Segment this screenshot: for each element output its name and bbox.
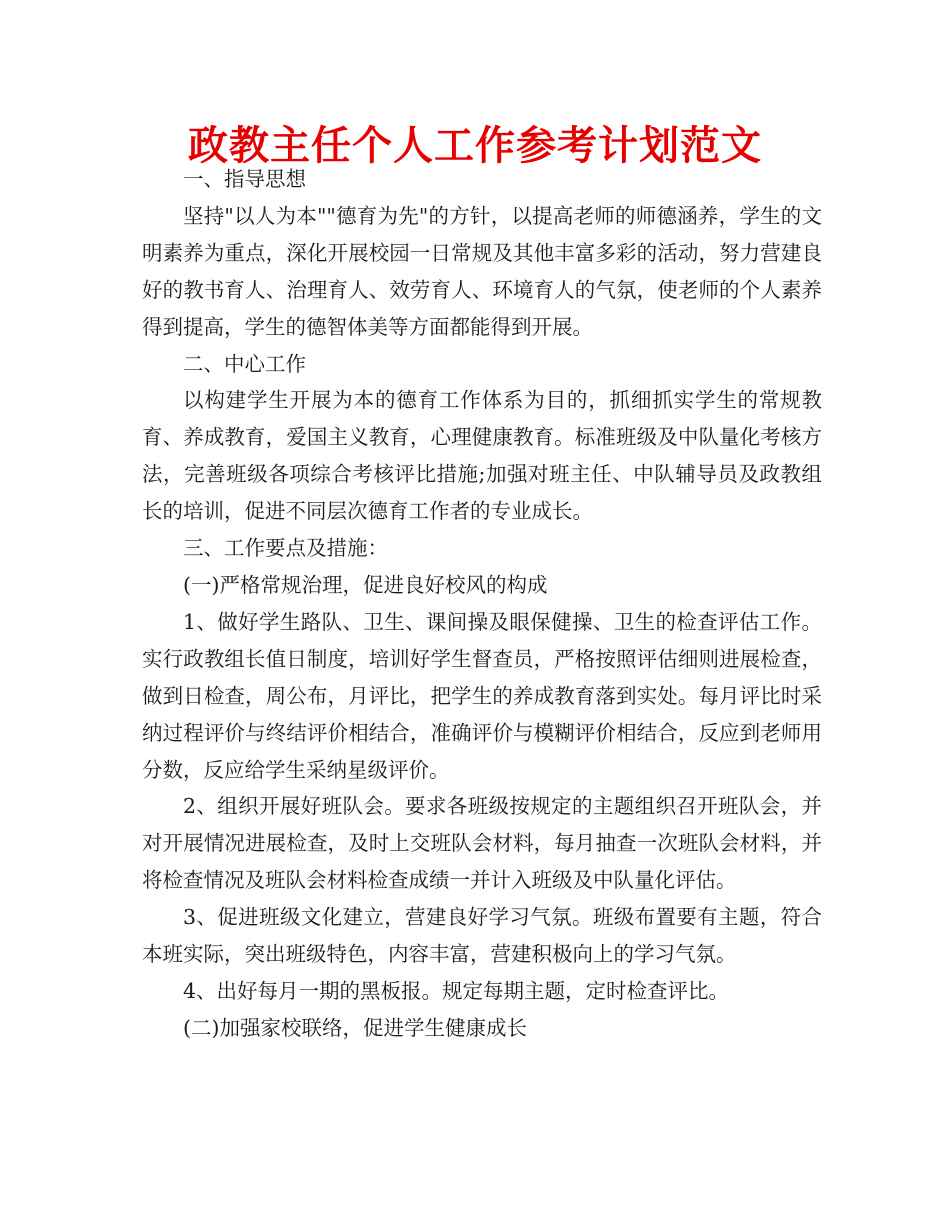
document-body [142,161,822,1047]
section-heading-key-points: 三、工作要点及措施： [183,536,388,561]
paragraph-central-work: 以构建学生开展为本的德育工作体系为目的，抓细抓实学生的常规教育、养成教育，爱国主义教育，心理健康教育。标准班级及中队量化考核方法，完善班级各项综合考核评比措施;加强对班主任、中队辅导员及政教组长的培训，促进不同层次德育工作者的专业成长。 [142,388,822,524]
section-heading-central-work: 二、中心工作 [183,351,306,376]
paragraph-item-4: 4、出好每月一期的黑板报。规定每期主题，定时检查评比。 [183,978,730,1003]
paragraph-item-3: 3、促进班级文化建立，营建良好学习气氛。班级布置要有主题，符合本班实际，突出班级特色，内容丰富，营建积极向上的学习气氛。 [142,905,822,967]
paragraph-item-2: 2、组织开展好班队会。要求各班级按规定的主题组织召开班队会，并对开展情况进展检查，及时上交班队会材料，每月抽查一次班队会材料，并将检查情况及班队会材料检查成绩一并计入班级及中队量化评估。 [142,794,822,893]
section-heading-guiding-ideology: 一、指导思想 [183,167,306,191]
paragraph-guiding-ideology: 坚持"以人为本""德育为先"的方针，以提高老师的师德涵养，学生的文明素养为重点，深化开展校园一日常规及其他丰富多彩的活动，努力营建良好的教书育人、治理育人、效劳育人、环境育人的气氛，使老师的个人素养得到提高，学生的德智体美等方面都能得到开展。 [142,203,822,339]
document-title: 政教主任个人工作参考计划范文 [188,123,762,169]
subsection-heading-routine-management: (一)严格常规治理，促进良好校风的构成 [183,572,548,597]
subsection-heading-home-school: (二)加强家校联络，促进学生健康成长 [183,1015,527,1040]
paragraph-item-1: 1、做好学生路队、卫生、课间操及眼保健操、卫生的检查评估工作。实行政教组长值日制度，培训好学生督查员，严格按照评估细则进展检查，做到日检查，周公布，月评比，把学生的养成教育落到实处。每月评比时采纳过程评价与终结评价相结合，准确评价与模糊评价相结合，反应到老师用分数，反应给学生采纳星级评价。 [142,609,822,782]
